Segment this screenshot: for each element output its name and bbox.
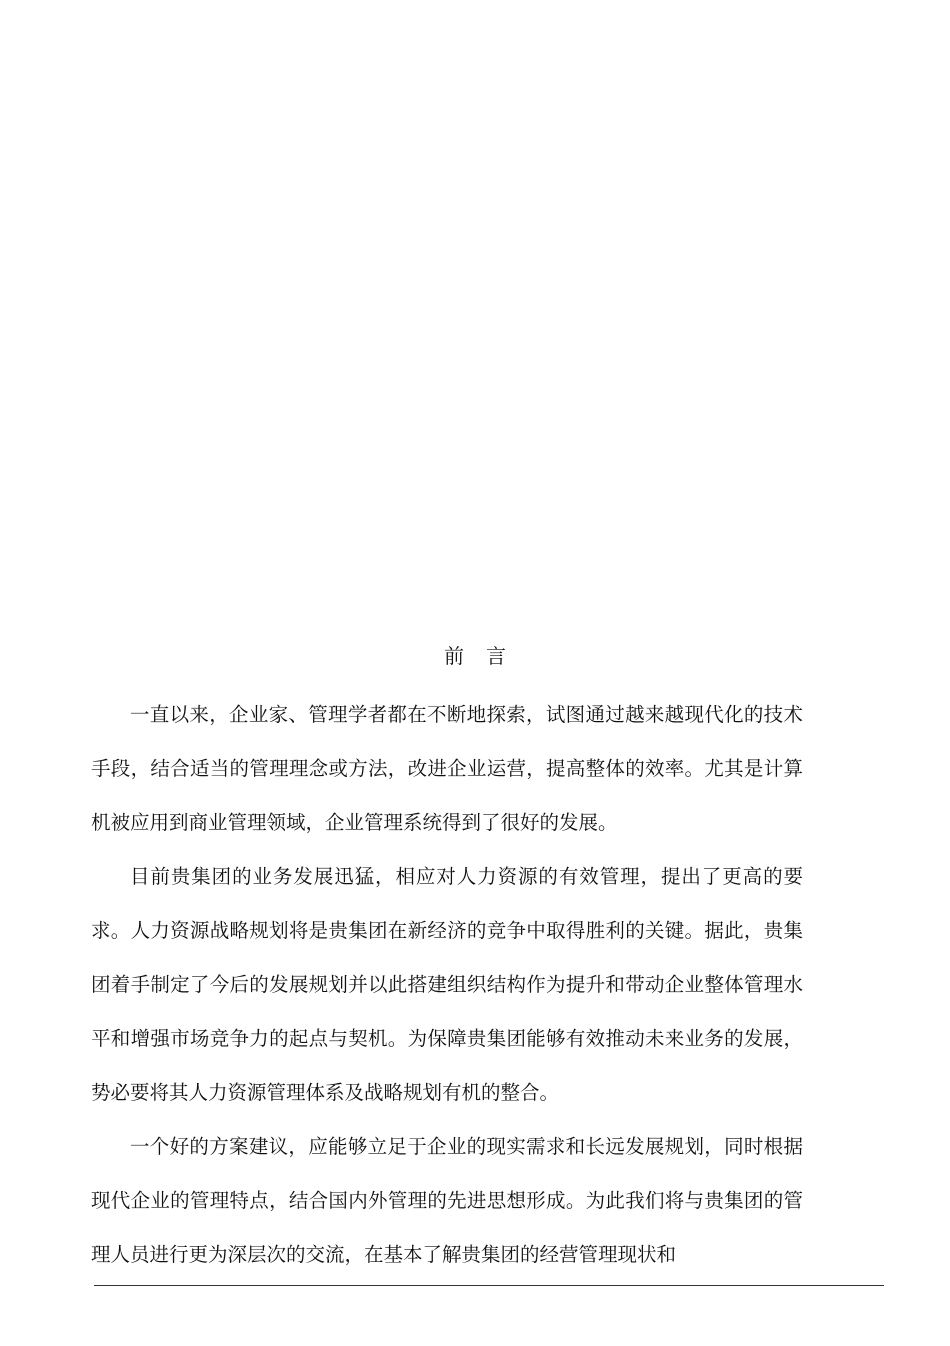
footer-divider — [94, 1285, 884, 1286]
paragraph-proposal: 一个好的方案建议，应能够立足于企业的现实需求和长远发展规划，同时根据现代企业的管理特点，结合国内外管理的先进思想形成。为此我们将与贵集团的管理人员进行更为深层次的交流，在基本了解贵集团的经营管理现状和 — [91, 1135, 803, 1266]
paragraph-intro: 一直以来，企业家、管理学者都在不断地探索，试图通过越来越现代化的技术手段，结合适当的管理理念或方法，改进企业运营，提高整体的效率。尤其是计算机被应用到商业管理领域，企业管理系统得到了很好的发展。 — [91, 703, 803, 834]
paragraph-current-situation: 目前贵集团的业务发展迅猛，相应对人力资源的有效管理，提出了更高的要求。人力资源战略规划将是贵集团在新经济的竞争中取得胜利的关键。据此，贵集团着手制定了今后的发展规划并以此搭建组织结构作为提升和带动企业整体管理水平和增强市场竞争力的起点与契机。为保障贵集团能够有效推动未来业务的发展，势必要将其人力资源管理体系及战略规划有机的整合。 — [91, 865, 803, 1104]
body-text — [91, 688, 803, 1282]
section-heading: 前言 — [444, 644, 528, 668]
